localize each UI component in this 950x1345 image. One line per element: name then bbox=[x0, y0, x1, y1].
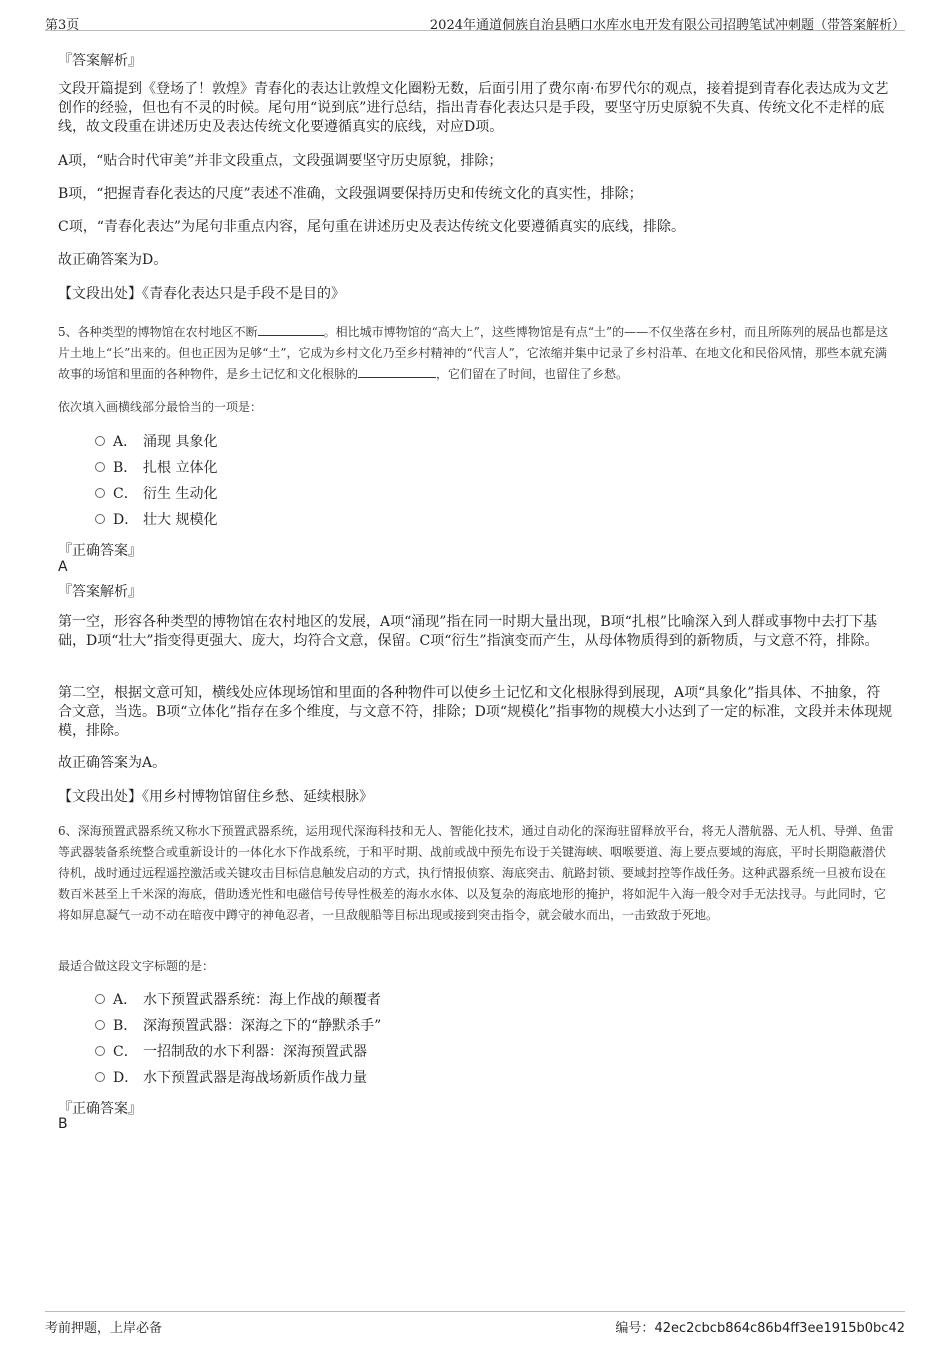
option-text: 壮大 规模化 bbox=[143, 512, 218, 528]
option-text: 一招制敌的水下利器：深海预置武器 bbox=[143, 1044, 367, 1060]
radio-icon[interactable] bbox=[95, 514, 105, 524]
option-text: 水下预置武器系统：海上作战的颠覆者 bbox=[143, 992, 381, 1008]
code-value: 42ec2cbcb864c86b4ff3ee1915b0bc42 bbox=[654, 1321, 905, 1336]
analysis-conclusion: 故正确答案为D。 bbox=[58, 252, 168, 268]
option-letter: A． bbox=[113, 992, 138, 1008]
question-prompt: 最适合做这段文字标题的是： bbox=[58, 959, 215, 973]
page-number: 第3页 bbox=[45, 18, 80, 33]
question-6-stem: 6、深海预置武器系统又称水下预置武器系统，运用现代深海科技和无人、智能化技术，通过自动化的深海驻留释放平台，将无人潜航器、无人机、导弹、鱼雷等武器装备系统整合或重新设计的一体化水下作战系统，于和平时期、战前或战中预先布设于关键海峡、咽喉要道、海上要点要域的海底，平时长期隐蔽潜伏待机，战时通过远程遥控激活或关键攻击目标信息触发启动的方式，执行情报侦察、海底突击、航路封锁、要域封控等作战任务。这种武器系统一旦被布设在数百米甚至上千米深的海底，借助透光性和电磁信号传导性极差的海水水体、以及复杂的海底地形的掩护，将如泥牛入海一般令对手无法找寻。与此同时，它将如屏息凝气一动不动在暗夜中蹲守的神龟忍者，一旦敌舰船等目标出现或接到突击指令，就会破水而出，一击致敌于死地。 bbox=[58, 824, 894, 922]
page-footer bbox=[45, 1311, 905, 1336]
option-text: 深海预置武器：深海之下的“静默杀手” bbox=[143, 1018, 382, 1034]
fill-blank bbox=[358, 365, 436, 378]
radio-icon[interactable] bbox=[95, 488, 105, 498]
option-letter: B． bbox=[113, 460, 138, 476]
footer-slogan: 考前押题，上岸必备 bbox=[45, 1321, 163, 1336]
analysis-conclusion: 故正确答案为A。 bbox=[58, 755, 167, 771]
fill-blank bbox=[258, 323, 324, 336]
analysis-label: 『答案解析』 bbox=[58, 584, 142, 600]
option-text: 扎根 立体化 bbox=[143, 460, 218, 476]
question-5-stem bbox=[58, 322, 896, 385]
option-a[interactable] bbox=[95, 432, 217, 452]
option-letter: D． bbox=[113, 512, 139, 528]
analysis-paragraph: 第一空，形容各种类型的博物馆在农村地区的发展，A项“涌现”指在同一时期大量出现，B项“扎根”比喻深入到人群或事物中去打下基础，D项“壮大”指变得更强大、庞大，均符合文意，保留。C项“衍生”指演变而产生，从母体物质得到的新物质，与文意不符，排除。 bbox=[58, 614, 879, 649]
radio-icon[interactable] bbox=[95, 1046, 105, 1056]
analysis-option-b: B项，“把握青春化表达的尺度”表述不准确，文段强调要保持历史和传统文化的真实性，排除； bbox=[58, 186, 643, 202]
radio-icon[interactable] bbox=[95, 1020, 105, 1030]
source-citation: 【文段出处】《青春化表达只是手段不是目的》 bbox=[58, 286, 345, 302]
option-letter: C． bbox=[113, 486, 138, 502]
stem-text: 5、各种类型的博物馆在农村地区不断 bbox=[58, 325, 258, 339]
option-c[interactable] bbox=[95, 1042, 367, 1062]
page-header bbox=[45, 10, 905, 31]
stem-text: 。相比城市博物馆的“高大上”，这些博物馆是有点“土”的——不仅坐落在乡村，而且所陈列的展品也都是这片土地上“长”出来的。但也正因为足够“土”，它成为乡村文化乃至乡村精神的“代言人”，它浓缩并集中记录了乡村沿革、在地文化和民俗风情，那些本就充满故事的场馆和里面的各种物件，是乡土记忆和文化根脉的 bbox=[58, 325, 889, 381]
option-b[interactable] bbox=[95, 1016, 381, 1036]
code-label: 编号： bbox=[615, 1321, 655, 1336]
stem-text: ，它们留在了时间，也留住了乡愁。 bbox=[436, 367, 629, 381]
option-d[interactable] bbox=[95, 510, 217, 530]
answer-label: 『正确答案』 bbox=[58, 543, 142, 559]
document-title: 2024年通道侗族自治县晒口水库水电开发有限公司招聘笔试冲刺题（带答案解析） bbox=[429, 18, 905, 33]
document-code bbox=[615, 1317, 905, 1336]
analysis-paragraph: 第二空，根据文意可知，横线处应体现场馆和里面的各种物件可以使乡土记忆和文化根脉得到展现，A项“具象化”指具体、不抽象，符合文意，当选。B项“立体化”指存在多个维度，与文意不符，排除；D项“规模化”指事物的规模大小达到了一定的标准，文段并未体现规模，排除。 bbox=[58, 685, 893, 739]
analysis-option-c: C项，“青春化表达”为尾句非重点内容，尾句重在讲述历史及表达传统文化要遵循真实的底线，排除。 bbox=[58, 219, 686, 235]
option-letter: A． bbox=[113, 434, 138, 450]
option-c[interactable] bbox=[95, 484, 217, 504]
option-letter: D． bbox=[113, 1070, 139, 1086]
option-b[interactable] bbox=[95, 458, 217, 478]
option-letter: C． bbox=[113, 1044, 138, 1060]
option-d[interactable] bbox=[95, 1068, 367, 1088]
radio-icon[interactable] bbox=[95, 462, 105, 472]
option-text: 水下预置武器是海战场新质作战力量 bbox=[143, 1070, 367, 1086]
radio-icon[interactable] bbox=[95, 994, 105, 1004]
analysis-paragraph: 文段开篇提到《登场了！敦煌》青春化的表达让敦煌文化圈粉无数，后面引用了费尔南·布罗代尔的观点，接着提到青春化表达成为文艺创作的经验，但也有不灵的时候。尾句用“说到底”进行总结，指出青春化表达只是手段，要坚守历史原貌不失真、传统文化不走样的底线，故文段重在讲述历史及表达传统文化要遵循真实的底线，对应D项。 bbox=[58, 81, 889, 135]
option-text: 衍生 生动化 bbox=[143, 486, 218, 502]
answer-label: 『正确答案』 bbox=[58, 1101, 142, 1117]
option-a[interactable] bbox=[95, 990, 381, 1010]
analysis-label: 『答案解析』 bbox=[58, 53, 142, 69]
analysis-option-a: A项，“贴合时代审美”并非文段重点，文段强调要坚守历史原貌，排除； bbox=[58, 153, 503, 169]
option-letter: B． bbox=[113, 1018, 138, 1034]
radio-icon[interactable] bbox=[95, 436, 105, 446]
answer-value: A bbox=[58, 559, 68, 575]
question-prompt: 依次填入画横线部分最恰当的一项是： bbox=[58, 400, 263, 414]
source-citation: 【文段出处】《用乡村博物馆留住乡愁、延续根脉》 bbox=[58, 789, 373, 805]
option-text: 涌现 具象化 bbox=[143, 434, 218, 450]
radio-icon[interactable] bbox=[95, 1072, 105, 1082]
answer-value: B bbox=[58, 1116, 68, 1132]
